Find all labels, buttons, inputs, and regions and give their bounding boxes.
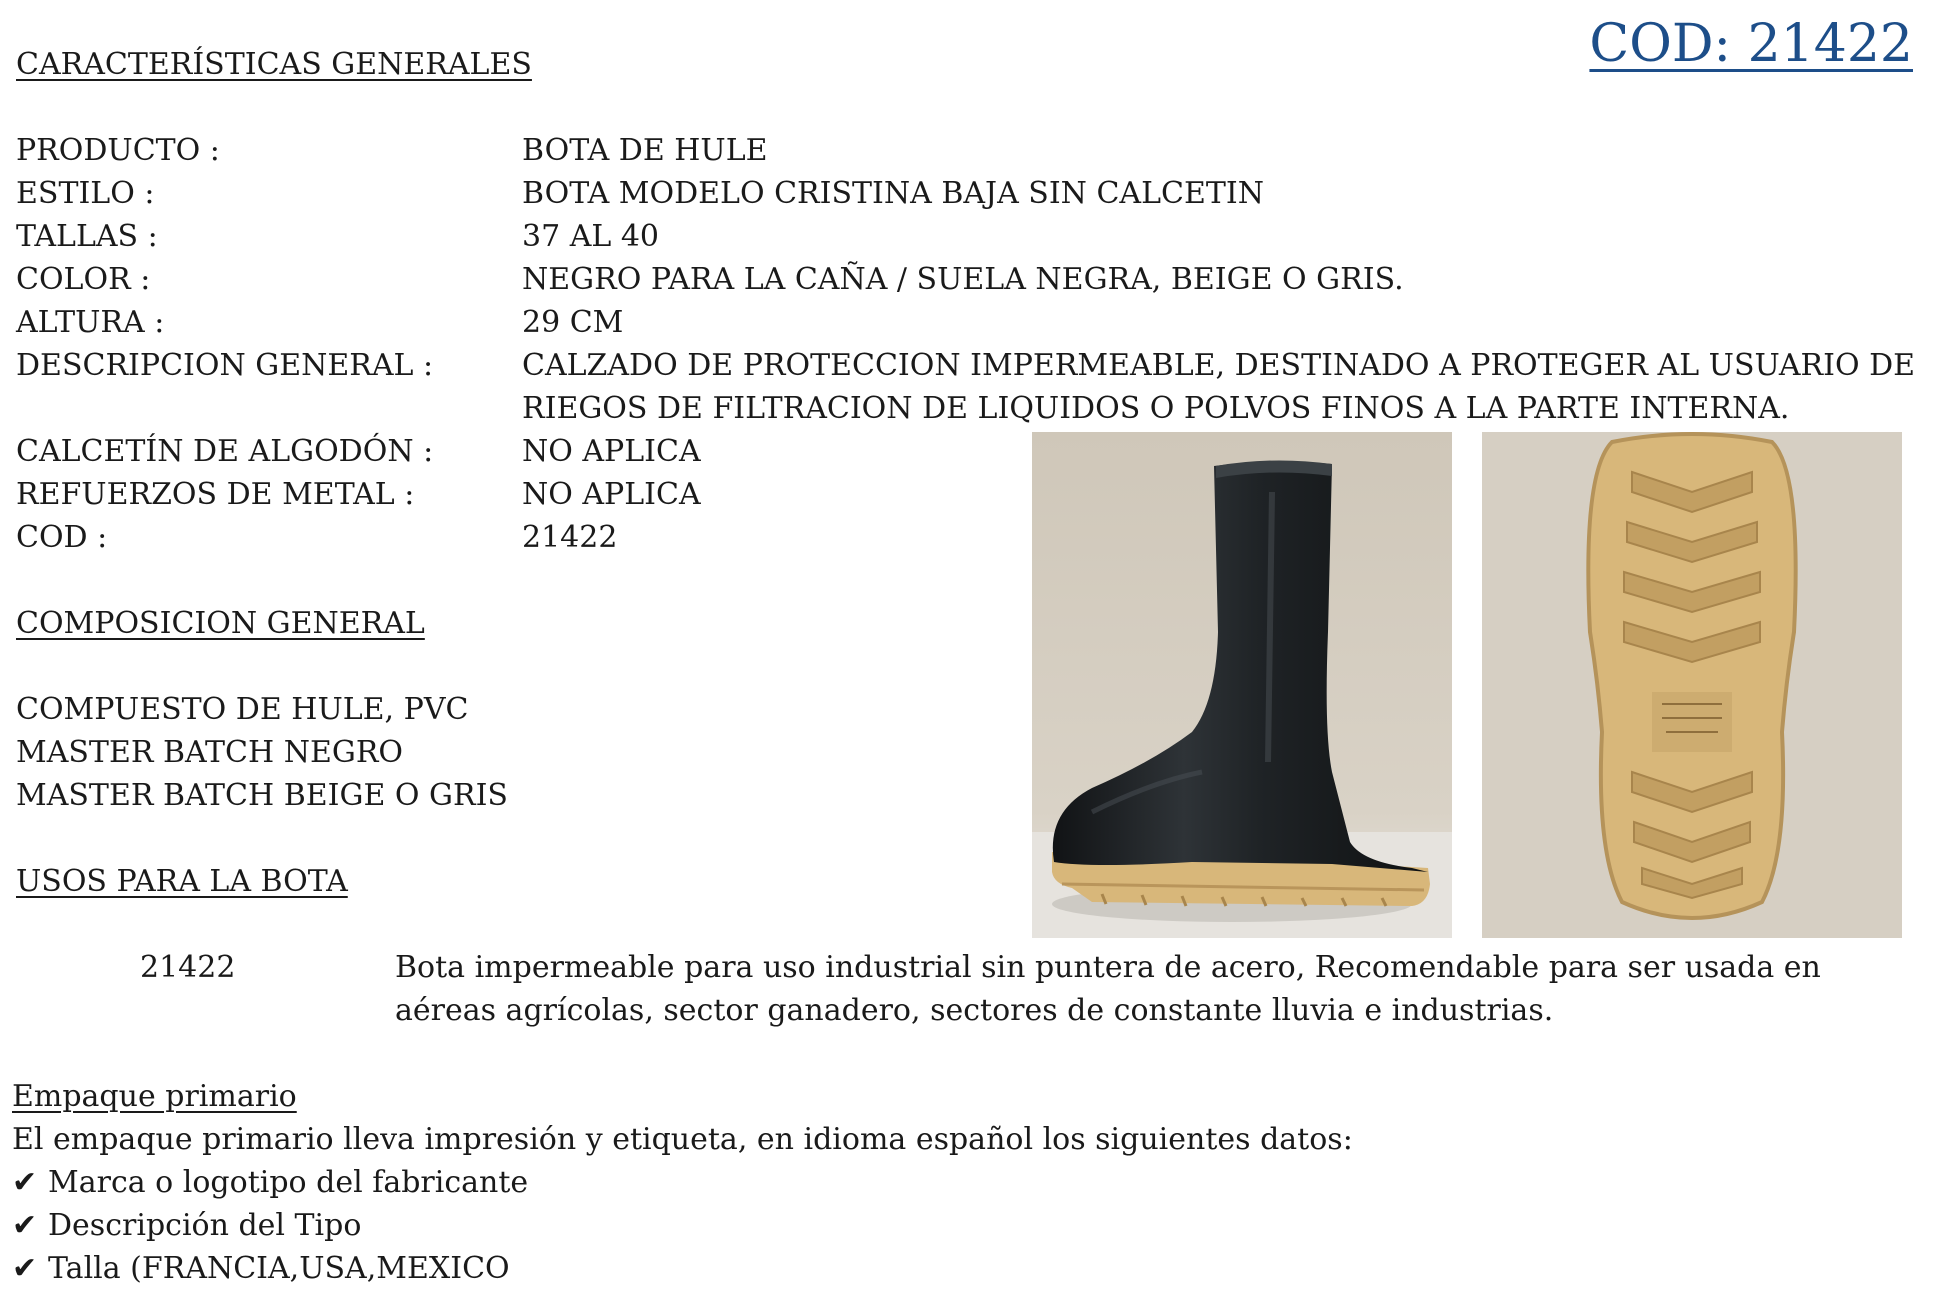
spec-label-code: COD : xyxy=(16,520,108,555)
spec-value-height: 29 CM xyxy=(522,305,624,340)
section-title-general: CARACTERÍSTICAS GENERALES xyxy=(16,47,532,82)
packaging-item-text: Talla (FRANCIA,USA,MEXICO xyxy=(48,1251,510,1286)
spec-value-sock: NO APLICA xyxy=(522,434,701,469)
spec-value-color: NEGRO PARA LA CAÑA / SUELA NEGRA, BEIGE O GRIS. xyxy=(522,262,1404,297)
spec-label-color: COLOR : xyxy=(16,262,151,297)
spec-value-product: BOTA DE HULE xyxy=(522,133,768,168)
spec-label-description: DESCRIPCION GENERAL : xyxy=(16,348,434,383)
uses-description: Bota impermeable para uso industrial sin puntera de acero, Recomendable para ser usada en xyxy=(395,950,1821,985)
uses-description-line2: aéreas agrícolas, sector ganadero, sectores de constante lluvia e industrias. xyxy=(395,993,1554,1028)
spec-value-description-line2: RIEGOS DE FILTRACION DE LIQUIDOS O POLVOS FINOS A LA PARTE INTERNA. xyxy=(522,391,1790,426)
spec-value-sizes: 37 AL 40 xyxy=(522,219,660,254)
spec-value-metal: NO APLICA xyxy=(522,477,701,512)
spec-label-sizes: TALLAS : xyxy=(16,219,158,254)
spec-label-style: ESTILO : xyxy=(16,176,155,211)
packaging-item xyxy=(12,1248,510,1290)
spec-value-code: 21422 xyxy=(522,520,618,555)
checkmark-icon: ✔ xyxy=(12,1165,38,1200)
boot-side-photo xyxy=(1032,432,1452,938)
product-code-header[interactable]: COD: 21422 xyxy=(1589,14,1913,74)
packaging-intro: El empaque primario lleva impresión y etiqueta, en idioma español los siguientes datos: xyxy=(12,1122,1353,1157)
boot-sole-photo xyxy=(1482,432,1902,938)
packaging-item-text: Descripción del Tipo xyxy=(48,1208,362,1243)
section-title-packaging: Empaque primario xyxy=(12,1079,297,1114)
spec-value-style: BOTA MODELO CRISTINA BAJA SIN CALCETIN xyxy=(522,176,1264,211)
section-title-uses: USOS PARA LA BOTA xyxy=(16,864,348,899)
packaging-item-text: Marca o logotipo del fabricante xyxy=(48,1165,529,1200)
section-title-composition: COMPOSICION GENERAL xyxy=(16,606,425,641)
composition-item: MASTER BATCH BEIGE O GRIS xyxy=(16,778,508,813)
packaging-item xyxy=(12,1162,528,1204)
spec-value-description: CALZADO DE PROTECCION IMPERMEABLE, DESTINADO A PROTEGER AL USUARIO DE xyxy=(522,348,1916,383)
checkmark-icon: ✔ xyxy=(12,1251,38,1286)
boot-side-illustration xyxy=(1032,432,1452,938)
composition-item: COMPUESTO DE HULE, PVC xyxy=(16,692,469,727)
spec-label-height: ALTURA : xyxy=(16,305,165,340)
spec-label-product: PRODUCTO : xyxy=(16,133,220,168)
uses-code: 21422 xyxy=(140,950,236,985)
spec-label-sock: CALCETÍN DE ALGODÓN : xyxy=(16,434,434,469)
boot-sole-illustration xyxy=(1482,432,1902,938)
composition-item: MASTER BATCH NEGRO xyxy=(16,735,403,770)
checkmark-icon: ✔ xyxy=(12,1208,38,1243)
spec-label-metal: REFUERZOS DE METAL : xyxy=(16,477,415,512)
packaging-item xyxy=(12,1205,361,1247)
